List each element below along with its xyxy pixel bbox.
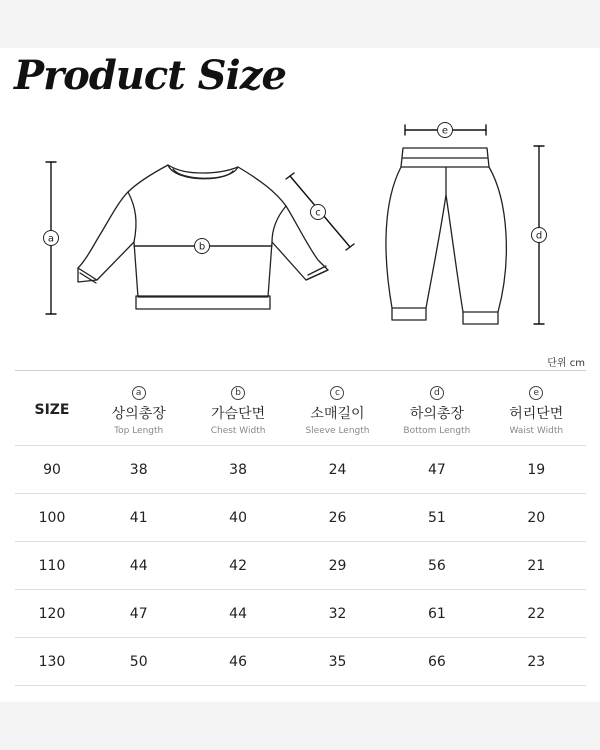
marker-b: b [198, 241, 206, 253]
table-row [15, 638, 586, 686]
column-header-bottom-length [387, 371, 486, 446]
table-cell: 50 [89, 638, 188, 686]
table-cell: 47 [387, 446, 486, 494]
column-letter: e [529, 386, 543, 400]
table-cell: 20 [487, 494, 586, 542]
table-cell-size: 90 [15, 446, 89, 494]
unit-label: 단위 cm [547, 358, 585, 369]
table-cell: 40 [188, 494, 287, 542]
table-row [15, 542, 586, 590]
size-table [15, 370, 586, 686]
table-row [15, 494, 586, 542]
table-cell: 61 [387, 590, 486, 638]
column-label-ko: 가슴단면 [211, 406, 266, 422]
column-header-chest-width [188, 371, 287, 446]
table-cell: 23 [487, 638, 586, 686]
table-cell: 29 [288, 542, 387, 590]
table-row [15, 446, 586, 494]
size-header [15, 371, 89, 446]
table-row [15, 590, 586, 638]
table-cell-size: 110 [15, 542, 89, 590]
table-cell: 41 [89, 494, 188, 542]
table-cell-size: 120 [15, 590, 89, 638]
garment-diagram [0, 110, 600, 350]
table-cell: 22 [487, 590, 586, 638]
marker-a: a [47, 233, 55, 245]
marker-c: c [315, 207, 321, 219]
column-letter: c [330, 386, 344, 400]
column-label-en: Sleeve Length [305, 426, 370, 436]
column-header-sleeve-length [288, 371, 387, 446]
page-title: Product Size [14, 52, 286, 99]
column-header-waist-width [487, 371, 586, 446]
table-cell: 66 [387, 638, 486, 686]
table-cell: 44 [89, 542, 188, 590]
pants-icon [386, 148, 506, 324]
table-cell: 56 [387, 542, 486, 590]
table-cell: 42 [188, 542, 287, 590]
column-label-en: Top Length [114, 426, 164, 436]
column-label-ko: 하의총장 [409, 406, 464, 422]
column-label-ko: 상의총장 [111, 406, 166, 422]
column-letter: d [430, 386, 444, 400]
table-cell: 51 [387, 494, 486, 542]
table-cell: 32 [288, 590, 387, 638]
column-label-en: Bottom Length [403, 426, 471, 436]
column-letter: b [231, 386, 245, 400]
table-cell: 35 [288, 638, 387, 686]
size-header-label: SIZE [34, 401, 70, 418]
table-cell: 44 [188, 590, 287, 638]
table-cell-size: 130 [15, 638, 89, 686]
table-cell: 19 [487, 446, 586, 494]
column-letter: a [132, 386, 146, 400]
table-cell: 38 [89, 446, 188, 494]
column-label-en: Waist Width [509, 426, 564, 436]
table-header-row [15, 371, 586, 446]
table-cell: 38 [188, 446, 287, 494]
column-label-ko: 허리단면 [509, 406, 564, 422]
table-cell: 26 [288, 494, 387, 542]
table-cell: 24 [288, 446, 387, 494]
column-header-top-length [89, 371, 188, 446]
column-label-en: Chest Width [210, 426, 266, 436]
table-cell-size: 100 [15, 494, 89, 542]
table-cell: 21 [487, 542, 586, 590]
marker-d: d [535, 230, 543, 242]
column-label-ko: 소매길이 [310, 406, 365, 422]
table-cell: 47 [89, 590, 188, 638]
table-cell: 46 [188, 638, 287, 686]
sweatshirt-icon [78, 165, 328, 309]
marker-e: e [441, 125, 449, 137]
